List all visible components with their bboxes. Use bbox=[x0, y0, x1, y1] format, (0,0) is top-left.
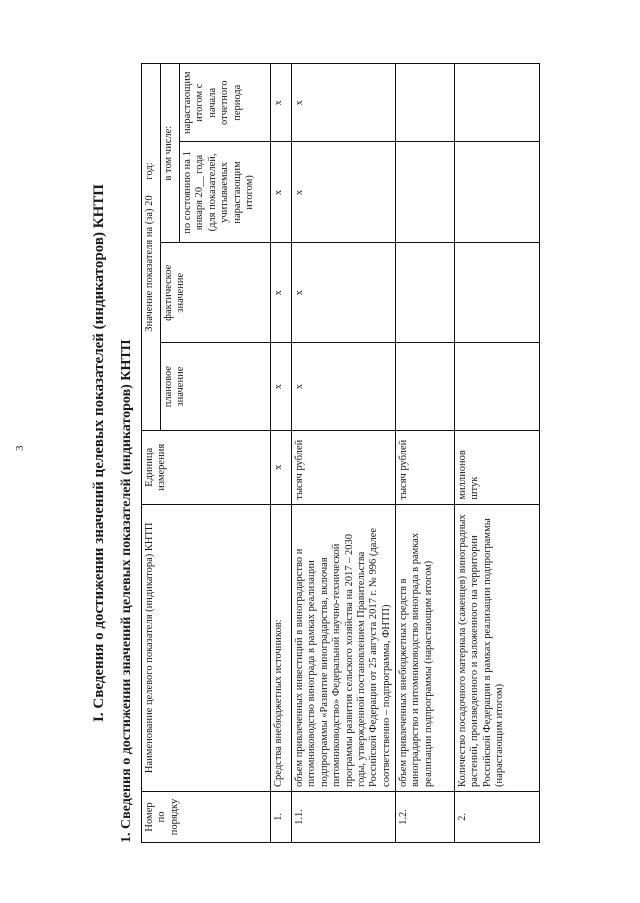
page-number: 3 bbox=[14, 445, 26, 451]
row-unit: миллионов штук bbox=[455, 430, 540, 504]
table-row bbox=[271, 64, 292, 843]
row-name: Средства внебюджетных источников: bbox=[271, 504, 292, 791]
row-name: Количество посадочного материала (саженцев) виноградных растений, произведенного и заложенного на территории Российской Федерации в рамках реализации подпрограммы (нарастающим итогом) bbox=[455, 504, 540, 791]
row-actual: x bbox=[292, 243, 396, 343]
indicators-table bbox=[141, 63, 540, 843]
row-planned: x bbox=[271, 343, 292, 431]
header-number: Номер по порядку bbox=[142, 791, 271, 842]
row-planned bbox=[396, 343, 455, 431]
row-number: 1. bbox=[271, 791, 292, 842]
table-row bbox=[455, 64, 540, 843]
header-as-of-jan: по состоянию на 1 января 20__ года (для показателей, учитываемых нарастающим итогом) bbox=[180, 142, 271, 243]
header-including: в том числе: bbox=[161, 64, 180, 243]
table-row bbox=[292, 64, 396, 843]
subsection-title: 1. Сведения о достижении значений целевых показателей (индикаторов) КНТП bbox=[119, 339, 134, 843]
row-cumulative: x bbox=[271, 64, 292, 142]
table-row bbox=[396, 64, 455, 843]
header-value-group-suffix: год bbox=[144, 165, 155, 180]
row-actual bbox=[396, 243, 455, 343]
row-number: 1.1. bbox=[292, 791, 396, 842]
row-name: объем привлеченных внебюджетных средств в виноградарство и питомниководство винограда в рамках реализации подпрограммы (нарастающим итогом) bbox=[396, 504, 455, 791]
header-actual: фактическое значение bbox=[161, 243, 271, 343]
rotated-page-content bbox=[83, 63, 613, 843]
row-cumulative: x bbox=[292, 64, 396, 142]
header-planned: плановое значение bbox=[161, 343, 271, 431]
section-title: I. Сведения о достижении значений целевых показателей (индикаторов) КНТП bbox=[91, 184, 107, 722]
row-cumulative bbox=[396, 64, 455, 142]
row-actual bbox=[455, 243, 540, 343]
header-value-group: Значение показателя на (за) 20 год: bbox=[142, 64, 161, 431]
row-cumulative bbox=[455, 64, 540, 142]
row-as-of-jan bbox=[455, 142, 540, 243]
row-number: 2. bbox=[455, 791, 540, 842]
row-unit: тысяч рублей bbox=[396, 430, 455, 504]
header-cumulative: нарастающим итогом с начала отчетного периода bbox=[180, 64, 271, 142]
header-name: Наименование целевого показателя (индикатора) КНТП bbox=[142, 504, 271, 791]
row-actual: x bbox=[271, 243, 292, 343]
row-number: 1.2. bbox=[396, 791, 455, 842]
row-unit: x bbox=[271, 430, 292, 504]
header-unit: Единица измерения bbox=[142, 430, 271, 504]
row-name: объем привлеченных инвестиций в виноградарство и питомниководство винограда в рамках реализации подпрограммы «Развитие виноградарства, включая питомниководство» Федеральной научно-технической программы развития сельского хозяйства на 2017 – 2030 годы, утвержденной постановлением Правительства Российской Федерации от 25 августа 2017 г. № 996 (далее соответственно – подпрограмма, ФНТП) bbox=[292, 504, 396, 791]
row-unit: тысяч рублей bbox=[292, 430, 396, 504]
row-as-of-jan: x bbox=[292, 142, 396, 243]
row-planned bbox=[455, 343, 540, 431]
row-planned: x bbox=[292, 343, 396, 431]
row-as-of-jan bbox=[396, 142, 455, 243]
row-as-of-jan: x bbox=[271, 142, 292, 243]
header-value-group-prefix: Значение показателя на (за) 20 bbox=[144, 195, 155, 332]
